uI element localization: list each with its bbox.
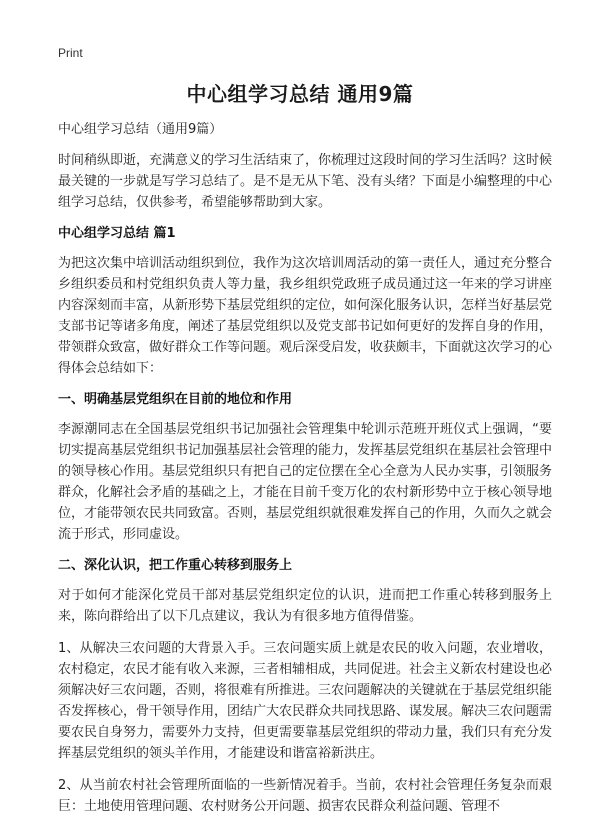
article-subtitle: 中心组学习总结（通用9篇） [58, 122, 223, 137]
page-title: 中心组学习总结 通用9篇 [186, 82, 414, 106]
paragraph-2: 李源潮同志在全国基层党组织书记加强社会管理集中轮训示范班开班仪式上强调，“要切实提高基层党组织书记加强基层社会管理的能力，发挥基层党组织在基层社会管理中的领导核心作用。基层党组织只有把自己的定位摆在全心全意为人民办实事，引领服务群众，化解社会矛盾的基础之上，才能在目前千变万化的农村新形势中立于核心领导地位，才能带领农民共同致富。否则，基层党组织就很难发挥自己的作用，久而久之就会流于形式，形同虚设。 [58, 422, 553, 542]
paragraph-1: 为把这次集中培训活动组织到位，我作为这次培训周活动的第一责任人，通过充分整合乡组织委员和村党组织负责人等力量，我乡组织党政班子成员通过这一年来的学习讲座内容深刻而丰富，从新形势下基层党组织的定位，如何深化服务认识，怎样当好基层党支部书记等诸多角度，阐述了基层党组织以及党支部书记如何更好的发挥自身的作用，带领群众致富，做好群众工作等问题。观后深受启发，收获颇丰，下面就这次学习的心得体会总结如下： [58, 256, 553, 376]
article-body [58, 120, 552, 828]
article-heading-1: 中心组学习总结 篇1 [58, 226, 176, 241]
section-heading-1: 一、明确基层党组织在目前的地位和作用 [58, 392, 293, 407]
intro-paragraph: 时间稍纵即逝，充满意义的学习生活结束了，你梳理过这段时间的学习生活吗？这时候最关键的一步就是写学习总结了。是不是无从下笔、没有头绪？下面是小编整理的中心组学习总结，仅供参考，希望能够帮助到大家。 [58, 153, 553, 210]
section-heading-2: 二、深化认识，把工作重心转移到服务上 [58, 558, 293, 573]
print-link[interactable]: Print [58, 46, 83, 60]
paragraph-4: 1、从解决三农问题的大背景入手。三农问题实质上就是农民的收入问题，农业增收，农村稳定，农民才能有收入来源，三者相辅相成，共同促进。社会主义新农村建设也必须解决好三农问题，否则，将很难有所推进。三农问题解决的关键就在于基层党组织能否发挥核心，骨干领导作用，团结广大农民群众共同找思路、谋发展。解决三农问题需要农民自身努力，需要外力支持，但更需要靠基层党组织的带动力量，我们只有充分发挥基层党组织的领头羊作用，才能建设和谐富裕新洪庄。 [58, 641, 553, 761]
paragraph-3: 对于如何才能深化党员干部对基层党组织定位的认识，进而把工作重心转移到服务上来，陈向群给出了以下几点建议，我认为有很多地方值得借鉴。 [58, 588, 552, 624]
paragraph-5: 2、从当前农村社会管理所面临的一些新情况着手。当前，农村社会管理任务复杂而艰巨：土地使用管理问题、农村财务公开问题、损害农民群众利益问题、管理不 [58, 778, 552, 814]
